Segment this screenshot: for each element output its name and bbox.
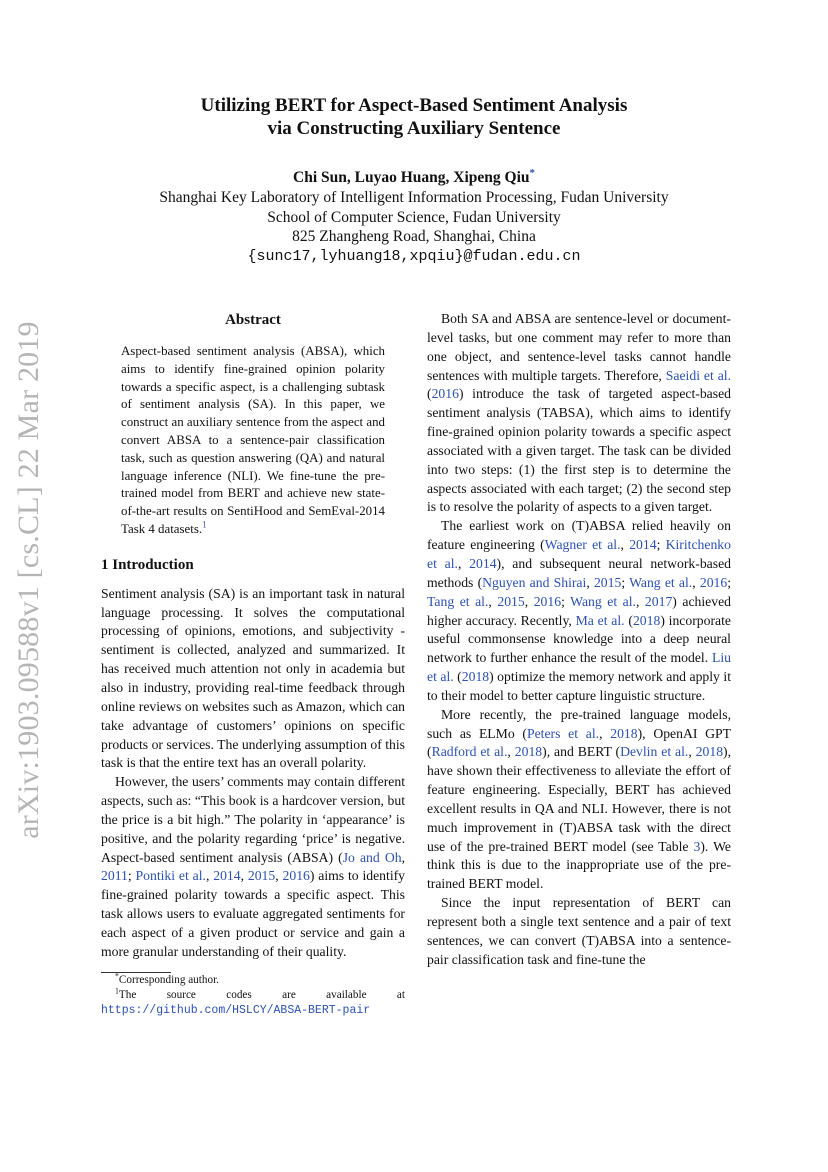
- right-paragraph-4: Since the input representation of BERT can represent both a single text sentence and a pair of text sentences, we can convert (T)ABSA into a sentence-pair classification task and fine-tune the: [427, 895, 731, 967]
- citation-link[interactable]: 2015: [593, 574, 622, 590]
- citation-link[interactable]: Wagner et al.: [544, 537, 621, 553]
- citation-link[interactable]: Peters et al.: [526, 725, 600, 741]
- citation-link[interactable]: 2017: [644, 593, 673, 609]
- citation-link[interactable]: 2011: [101, 868, 128, 884]
- abstract-heading: Abstract: [225, 312, 281, 328]
- intro-paragraph-1: Sentiment analysis (SA) is an important task in natural language processing. It solves the computational processing of opinions, emotions, and subjectivity - sentiment is collected, analyzed and summarized. It has received much attention not only in academia but also in industry, providing real-time feedback through online reviews on websites such as Amazon, which can take advantage of customers’ opinions on specific products or services. The underlying assumption of this task is that the entire text has an overall polarity.: [101, 585, 405, 771]
- citation-link[interactable]: 2015: [497, 593, 525, 609]
- citation-link[interactable]: 2018: [461, 669, 490, 685]
- citation-link[interactable]: 2018: [632, 612, 661, 628]
- affiliation-line: 825 Zhangheng Road, Shanghai, China: [292, 228, 536, 245]
- author-emails: {sunc17,lyhuang18,xpqiu}@fudan.edu.cn: [247, 247, 581, 265]
- citation-link[interactable]: Liu et al.: [427, 650, 731, 685]
- citation-link[interactable]: 2018: [610, 725, 638, 741]
- citation-link[interactable]: Wang et al.: [629, 574, 693, 590]
- source-code-link[interactable]: https://github.com/HSLCY/ABSA-BERT-pair: [101, 1003, 371, 1017]
- citation-link[interactable]: 2014: [629, 537, 657, 553]
- citation-link[interactable]: Saeidi et al.: [665, 367, 732, 383]
- right-paragraph-2: The earliest work on (T)ABSA relied heavily on feature engineering (Wagner et al., 2014; Kiritchenko et al., 2014), and subsequent neural network-based methods (Nguyen and Shirai, 2015; Wang et al., 2016; Tang et al., 2015, 2016; Wang et al., 2017) achieved higher accuracy. Recently, Ma et al. (2018) incorporate useful commonsense knowledge into a deep neural network to further enhance the result of the model. Liu et al. (2018) optimize the memory network and apply it to their model to better capture linguistic structure.: [427, 518, 732, 703]
- corresponding-author-mark[interactable]: *: [529, 166, 535, 179]
- left-column: [101, 310, 405, 1018]
- right-paragraph-1: Both SA and ABSA are sentence-level or document-level tasks, but one comment may refer to more than one object, and sentence-level tasks cannot handle sentences with multiple targets. Therefore, Saeidi et al. (2016) introduce the task of targeted aspect-based sentiment analysis (TABSA), which aims to identify fine-grained opinion polarity towards a specific aspect associated with a given target. The task can be divided into two steps: (1) the first step is to determine the aspects associated with each target; (2) the second step is to resolve the polarity of aspects to a given target.: [427, 311, 732, 515]
- abstract-body: [121, 343, 385, 539]
- citation-link[interactable]: Radford et al.: [431, 744, 508, 760]
- affiliation-line: School of Computer Science, Fudan University: [267, 208, 561, 226]
- citation-link[interactable]: 2018: [514, 744, 543, 760]
- footnote-ref[interactable]: 1: [202, 519, 207, 530]
- authors: [80, 168, 748, 188]
- citation-link[interactable]: 2016: [282, 868, 310, 884]
- citation-link[interactable]: 2014: [213, 868, 241, 884]
- arxiv-stamp: arXiv:1903.09588v1 [cs.CL] 22 Mar 2019: [12, 321, 45, 839]
- footnote-corresponding: *Corresponding author.: [115, 970, 219, 986]
- citation-link[interactable]: 2016: [699, 574, 728, 590]
- citation-link[interactable]: 2014: [469, 555, 497, 571]
- citation-link[interactable]: 2015: [247, 868, 276, 884]
- citation-link[interactable]: Wang et al.: [570, 593, 636, 609]
- abstract-text: Aspect-based sentiment analysis (ABSA), which aims to identify fine-grained opinion polarity towards a specific aspect, is a challenging subtask of sentiment analysis (SA). In this paper, we construct an auxiliary sentence from the aspect and convert ABSA to a sentence-pair classification task, such as question answering (QA) and natural language inference (NLI). We fine-tune the pre-trained model from BERT and achieve new state-of-the-art results on SentiHood and SemEval-2014 Task 4 datasets.: [121, 344, 385, 536]
- citation-link[interactable]: Tang et al.: [427, 593, 489, 609]
- intro-paragraph-2: However, the users’ comments may contain different aspects, such as: “This book is a hardcover version, but the price is a bit high.” The polarity in ‘appearance’ is positive, and the polarity regarding ‘price’ is negative. Aspect-based sentiment analysis (ABSA) (Jo and Oh, 2011; Pontiki et al., 2014, 2015, 2016) aims to identify fine-grained polarity towards a specific aspect. This task allows users to evaluate aggregated sentiments for each aspect of a given product or service and gain a more granular understanding of their quality.: [101, 774, 406, 959]
- citation-link[interactable]: Jo and Oh: [342, 849, 402, 865]
- affiliations: [80, 188, 748, 247]
- right-column: [427, 310, 731, 970]
- citation-link[interactable]: Kiritchenko et al.: [427, 537, 731, 571]
- citation-link[interactable]: 2018: [695, 744, 724, 760]
- author-names: Chi Sun, Luyao Huang, Xipeng Qiu: [293, 169, 530, 186]
- citation-link[interactable]: 2016: [533, 593, 562, 609]
- citation-link[interactable]: 2016: [431, 386, 459, 402]
- table-ref-link[interactable]: 3: [693, 838, 701, 854]
- citation-link[interactable]: Ma et al.: [575, 612, 625, 628]
- footnote-source-code: $^1$The source codes are available at: [115, 985, 405, 1001]
- arxiv-sidebar: [6, 321, 52, 839]
- paper-title: [80, 94, 748, 140]
- title-line-1: Utilizing BERT for Aspect-Based Sentiment Analysis: [200, 95, 628, 116]
- citation-link[interactable]: Nguyen and Shirai: [482, 574, 587, 590]
- title-line-2: via Constructing Auxiliary Sentence: [267, 118, 561, 139]
- paper-header: [80, 94, 748, 267]
- citation-link[interactable]: Pontiki et al.: [135, 868, 206, 884]
- citation-link[interactable]: Devlin et al.: [620, 744, 689, 760]
- affiliation-line: Shanghai Key Laboratory of Intelligent Information Processing, Fudan University: [159, 189, 669, 206]
- right-paragraph-3: More recently, the pre-trained language models, such as ELMo (Peters et al., 2018), OpenAI GPT (Radford et al., 2018), and BERT (Devlin et al., 2018), have shown their effectiveness to alleviate the effort of feature engineering. Especially, BERT has achieved excellent results in QA and NLI. However, there is not much improvement in (T)ABSA task with the direct use of the pre-trained BERT model (see Table 3). We think this is due to the inappropriate use of the pre-trained BERT model.: [427, 706, 732, 892]
- section-heading-introduction: 1 Introduction: [101, 556, 194, 573]
